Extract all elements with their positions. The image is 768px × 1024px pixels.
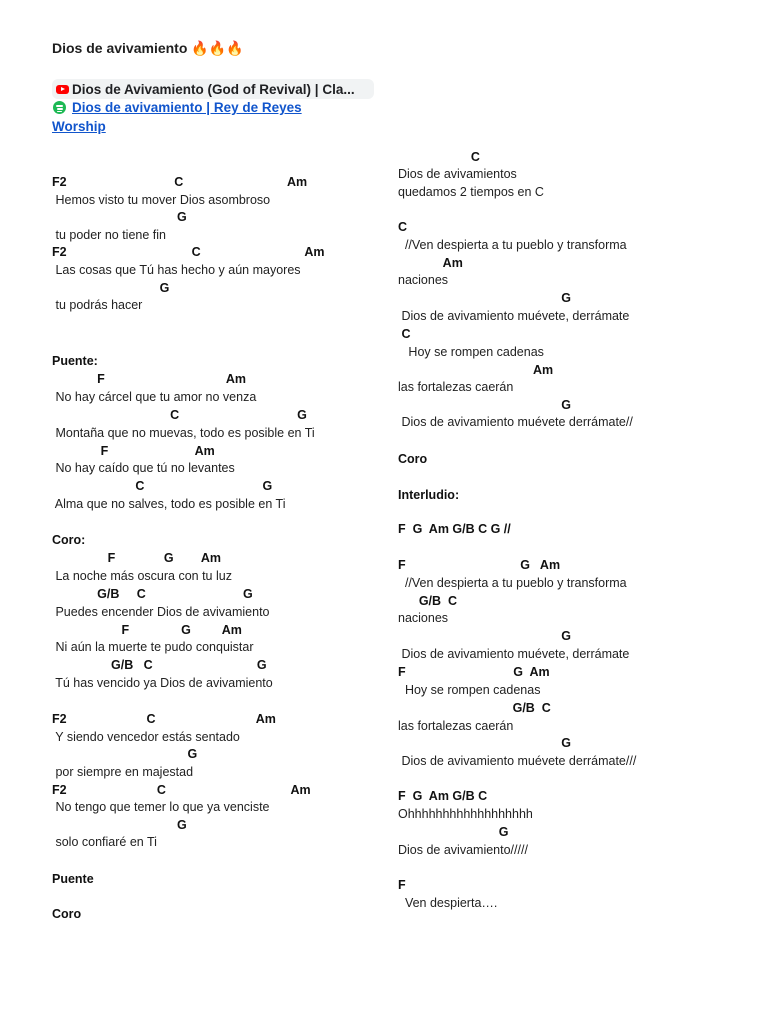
chord-line: F G Am <box>52 551 222 565</box>
chord-line: G <box>398 629 571 643</box>
lyric-line: las fortalezas caerán <box>398 380 514 394</box>
chord-line: G/B C <box>398 701 551 715</box>
chord-line: G <box>398 291 571 305</box>
chord-line: G <box>398 825 509 839</box>
chord-line: C <box>398 220 408 234</box>
youtube-link-chip[interactable] <box>52 79 374 99</box>
chord-line: F G Am G/B C G // <box>398 522 511 536</box>
chord-line: F Am <box>52 444 215 458</box>
lyric-line: tu podrás hacer <box>52 298 143 312</box>
chord-line: F G Am G/B C <box>398 789 488 803</box>
chord-line: G <box>52 818 187 832</box>
lyric-line: No hay cárcel que tu amor no venza <box>52 390 257 404</box>
chord-line: G <box>52 747 198 761</box>
chord-line: Puente: <box>52 354 98 368</box>
lyric-line: Y siendo vencedor estás sentado <box>52 730 240 744</box>
chord-line: F Am <box>52 372 247 386</box>
lyric-line: tu poder no tiene fin <box>52 228 166 242</box>
lyric-line: por siempre en majestad <box>52 765 194 779</box>
chord-line: G <box>52 210 187 224</box>
spotify-icon <box>53 101 66 114</box>
chord-line: Coro <box>52 907 82 921</box>
lyric-line: La noche más oscura con tu luz <box>52 569 232 583</box>
lyric-line: Dios de avivamiento muévete derrámate/// <box>398 754 637 768</box>
chord-line: Puente <box>52 872 94 886</box>
lyric-line: naciones <box>398 273 449 287</box>
lyric-line: Montaña que no muevas, todo es posible en Ti <box>52 426 315 440</box>
spotify-link-continued[interactable]: Worship <box>52 119 106 134</box>
lyric-line: Dios de avivamiento muévete, derrámate <box>398 309 630 323</box>
chord-line: G/B C G <box>52 587 253 601</box>
chord-line: Coro <box>398 452 428 466</box>
lyric-line: Dios de avivamientos <box>398 167 517 181</box>
chord-line: C G <box>52 479 273 493</box>
youtube-link-label: Dios de Avivamiento (God of Revival) | Cla... <box>72 81 355 97</box>
chord-line: Am <box>398 256 463 270</box>
chord-line: G <box>398 398 571 412</box>
chord-line: G/B C <box>398 594 458 608</box>
lyric-line: Dios de avivamiento///// <box>398 843 528 857</box>
chord-line: C G <box>52 408 307 422</box>
spotify-link[interactable]: Dios de avivamiento | Rey de Reyes <box>72 100 302 115</box>
chord-line: G/B C G <box>52 658 267 672</box>
chord-line: G <box>52 281 170 295</box>
lyric-line: //Ven despierta a tu pueblo y transforma <box>398 576 627 590</box>
lyric-line: Las cosas que Tú has hecho y aún mayores <box>52 263 301 277</box>
lyric-line: Hemos visto tu mover Dios asombroso <box>52 193 271 207</box>
chord-line: F <box>398 878 406 892</box>
youtube-icon <box>56 85 69 94</box>
chord-line: F G Am <box>398 558 561 572</box>
lyric-line: Ohhhhhhhhhhhhhhhhhh <box>398 807 533 821</box>
chord-line: F2 C Am <box>52 245 325 259</box>
chord-line: F2 C Am <box>52 783 311 797</box>
lyric-line: Hoy se rompen cadenas <box>398 345 544 359</box>
lyric-line: las fortalezas caerán <box>398 719 514 733</box>
lyric-line: //Ven despierta a tu pueblo y transforma <box>398 238 627 252</box>
chord-line: Coro: <box>52 533 86 547</box>
chord-line: C <box>398 327 411 341</box>
chord-line: F2 C Am <box>52 712 276 726</box>
lyric-line: Tú has vencido ya Dios de avivamiento <box>52 676 273 690</box>
chord-line: G <box>398 736 571 750</box>
chord-line: F G Am <box>398 665 550 679</box>
lyric-line: quedamos 2 tiempos en C <box>398 185 544 199</box>
lyric-line: Dios de avivamiento muévete, derrámate <box>398 647 630 661</box>
lyric-line: solo confiaré en Ti <box>52 835 157 849</box>
lyric-line: Alma que no salves, todo es posible en Ti <box>52 497 286 511</box>
lyric-line: No tengo que temer lo que ya venciste <box>52 800 270 814</box>
lyric-line: No hay caído que tú no levantes <box>52 461 235 475</box>
lyric-line: Ven despierta…. <box>398 896 498 910</box>
chord-line: Interludio: <box>398 488 460 502</box>
chord-line: F2 C Am <box>52 175 308 189</box>
lyric-line: Ni aún la muerte te pudo conquistar <box>52 640 254 654</box>
document-title: Dios de avivamiento 🔥🔥🔥 <box>52 40 244 56</box>
lyric-line: Hoy se rompen cadenas <box>398 683 541 697</box>
chord-line: F G Am <box>52 623 242 637</box>
lyric-line: Puedes encender Dios de avivamiento <box>52 605 270 619</box>
lyric-line: Dios de avivamiento muévete derrámate// <box>398 415 633 429</box>
lyric-line: naciones <box>398 611 449 625</box>
chord-line: C <box>398 150 480 164</box>
chord-line: Am <box>398 363 554 377</box>
